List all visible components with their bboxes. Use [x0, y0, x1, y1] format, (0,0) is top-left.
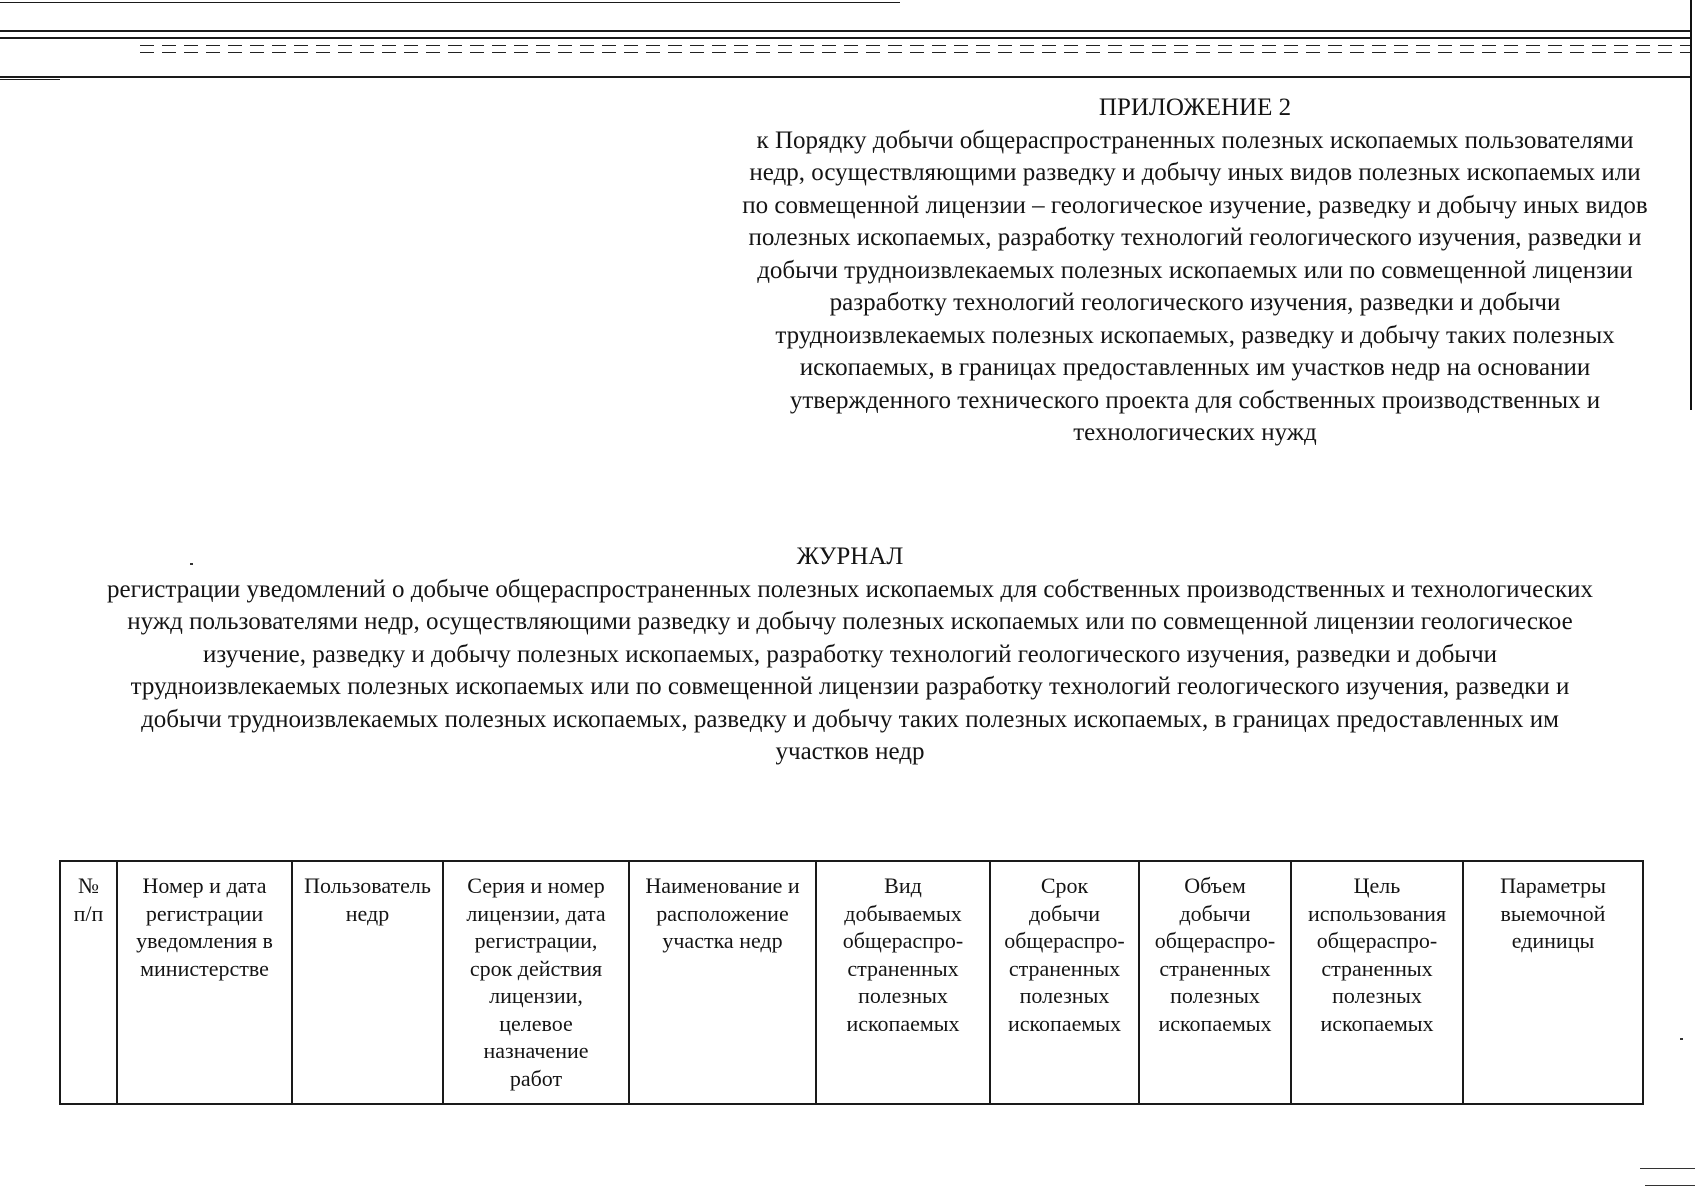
scan-footer-mark — [1640, 1168, 1695, 1169]
column-header-extraction-period: Срок добычи общераспро- страненных полезных ископаемых — [990, 861, 1139, 1104]
journal-heading — [95, 541, 1605, 769]
column-header-extraction-volume: Объем добычи общераспро- страненных полезных ископаемых — [1139, 861, 1291, 1104]
scan-speck — [1680, 1038, 1683, 1040]
journal-subtitle: регистрации уведомлений о добыче общераспространенных полезных ископаемых для собственных производственных и технологических нужд пользователями недр, осуществляющими разведку и добычу полезных ископаемых или по совмещенной лицензии геологическое изучение, разведку и добычу полезных ископаемых, разработку технологий геологического изучения, разведки и добычи трудноизвлекаемых полезных ископаемых или по совмещенной лицензии разработку технологий геологического изучения, разведки и добычи трудноизвлекаемых полезных ископаемых, разведку и добычу таких полезных ископаемых, в границах предоставленных им участков недр — [107, 575, 1593, 765]
column-header-site: Наименование и расположение участка недр — [629, 861, 816, 1104]
scan-header-lines — [0, 0, 1697, 90]
column-header-mineral-type: Вид добываемых общераспро- страненных полезных ископаемых — [816, 861, 990, 1104]
table-header-row — [60, 861, 1643, 1104]
scan-speck — [190, 563, 193, 565]
journal-table — [59, 860, 1644, 1105]
column-header-unit-parameters: Параметры выемочной единицы — [1463, 861, 1643, 1104]
appendix-block — [740, 92, 1650, 450]
column-header-registration: Номер и дата регистрации уведомления в министерстве — [117, 861, 292, 1104]
appendix-body: к Порядку добычи общераспространенных полезных ископаемых пользователями недр, осуществляющими разведку и добычу иных видов полезных ископаемых или по совмещенной лицензии – геологическое изучение, разведку и добычу иных видов полезных ископаемых, разработку технологий геологического изучения, разведки и добычи трудноизвлекаемых полезных ископаемых или по совмещенной лицензии разработку технологий геологического изучения, разведки и добычи трудноизвлекаемых полезных ископаемых, разведку и добычу таких полезных ископаемых, в границах предоставленных им участков недр на основании утвержденного технического проекта для собственных производственных и технологических нужд — [742, 126, 1648, 446]
scan-edge-line — [1690, 0, 1692, 410]
column-header-purpose: Цель использования общераспро- страненных полезных ископаемых — [1291, 861, 1463, 1104]
scan-footer-mark — [1645, 1185, 1695, 1186]
journal-title: ЖУРНАЛ — [796, 543, 904, 570]
column-header-license: Серия и номер лицензии, дата регистрации, срок действия лицензии, целевое назначение работ — [443, 861, 629, 1104]
appendix-title: ПРИЛОЖЕНИЕ 2 — [1098, 94, 1292, 121]
column-header-number: № п/п — [60, 861, 117, 1104]
column-header-subsoil-user: Пользователь недр — [292, 861, 443, 1104]
